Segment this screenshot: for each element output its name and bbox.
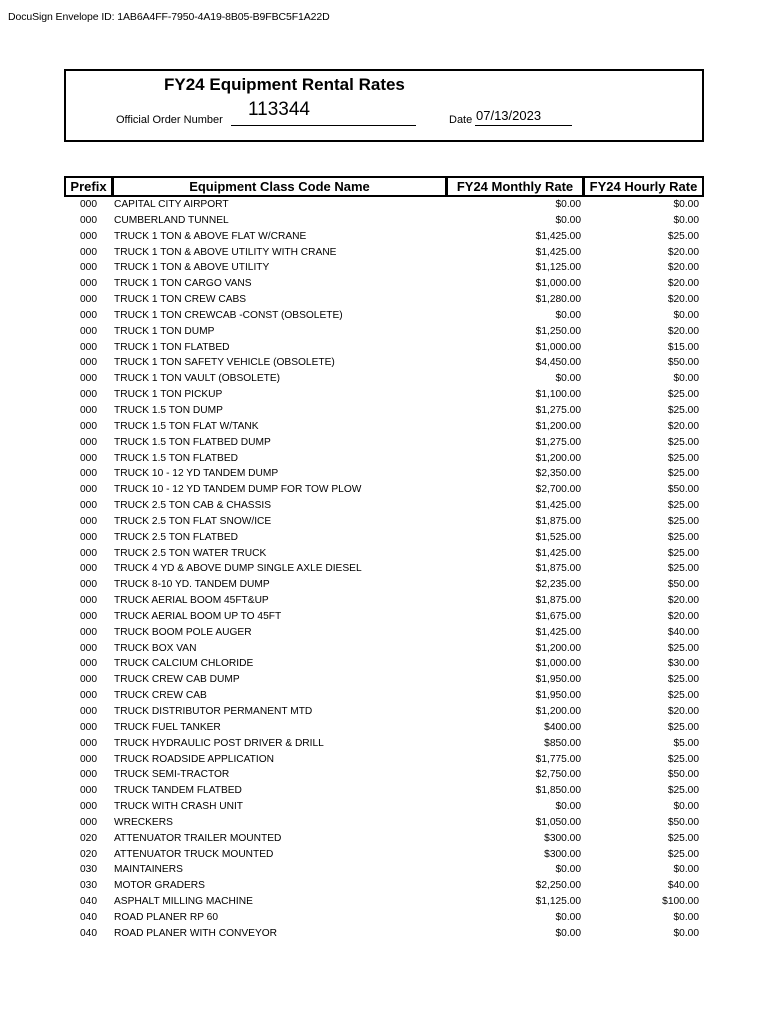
table-row	[64, 625, 704, 641]
cell-prefix: 000	[80, 341, 97, 353]
cell-hourly-rate: $25.00	[667, 436, 699, 448]
cell-prefix: 000	[80, 515, 97, 527]
cell-name: TRUCK WITH CRASH UNIT	[114, 801, 244, 813]
cell-monthly-rate: $1,280.00	[535, 294, 581, 306]
cell-hourly-rate: $20.00	[667, 262, 699, 274]
cell-monthly-rate: $1,200.00	[535, 420, 581, 432]
table-row	[64, 688, 704, 704]
cell-monthly-rate: $1,875.00	[535, 515, 581, 527]
cell-hourly-rate: $25.00	[667, 389, 699, 401]
cell-monthly-rate: $1,050.00	[535, 816, 581, 828]
cell-prefix: 000	[80, 579, 97, 591]
cell-prefix: 000	[80, 262, 97, 274]
cell-monthly-rate: $1,875.00	[535, 595, 581, 607]
cell-name: TRUCK AERIAL BOOM UP TO 45FT	[114, 610, 282, 622]
table-row	[64, 514, 704, 530]
cell-name: WRECKERS	[114, 816, 173, 828]
cell-name: TRUCK 2.5 TON WATER TRUCK	[114, 547, 267, 559]
cell-monthly-rate: $1,675.00	[535, 610, 581, 622]
table-row	[64, 530, 704, 546]
cell-name: TRUCK 1.5 TON DUMP	[114, 404, 223, 416]
table-row	[64, 561, 704, 577]
cell-name: ATTENUATOR TRUCK MOUNTED	[114, 848, 274, 860]
cell-prefix: 040	[80, 911, 97, 923]
cell-hourly-rate: $25.00	[667, 563, 699, 575]
cell-monthly-rate: $400.00	[544, 721, 581, 733]
cell-hourly-rate: $0.00	[673, 214, 699, 226]
cell-hourly-rate: $20.00	[667, 294, 699, 306]
table-row	[64, 197, 704, 213]
cell-prefix: 000	[80, 658, 97, 670]
cell-hourly-rate: $50.00	[667, 769, 699, 781]
cell-monthly-rate: $1,950.00	[535, 690, 581, 702]
cell-name: TRUCK CREW CAB DUMP	[114, 674, 240, 686]
column-header-name: Equipment Class Code Name	[112, 176, 447, 197]
table-row	[64, 878, 704, 894]
cell-monthly-rate: $0.00	[555, 309, 581, 321]
cell-hourly-rate: $25.00	[667, 515, 699, 527]
table-row	[64, 799, 704, 815]
cell-name: ROAD PLANER RP 60	[114, 911, 218, 923]
envelope-id: DocuSign Envelope ID: 1AB6A4FF-7950-4A19-8B05-B9FBC5F1A22D	[8, 11, 330, 23]
cell-monthly-rate: $1,275.00	[535, 404, 581, 416]
cell-prefix: 000	[80, 214, 97, 226]
cell-prefix: 000	[80, 452, 97, 464]
cell-monthly-rate: $0.00	[555, 801, 581, 813]
table-row	[64, 482, 704, 498]
cell-hourly-rate: $0.00	[673, 801, 699, 813]
cell-monthly-rate: $1,775.00	[535, 753, 581, 765]
cell-hourly-rate: $20.00	[667, 706, 699, 717]
cell-prefix: 040	[80, 927, 97, 939]
cell-monthly-rate: $1,425.00	[535, 230, 581, 242]
cell-prefix: 000	[80, 246, 97, 258]
cell-hourly-rate: $25.00	[667, 690, 699, 702]
cell-name: TRUCK 10 - 12 YD TANDEM DUMP FOR TOW PLOW	[114, 484, 362, 496]
cell-monthly-rate: $1,525.00	[535, 531, 581, 543]
cell-name: TRUCK FUEL TANKER	[114, 721, 221, 733]
cell-prefix: 000	[80, 531, 97, 543]
order-number-label: Official Order Number	[116, 114, 223, 126]
cell-prefix: 000	[80, 785, 97, 797]
cell-name: TRUCK 2.5 TON FLATBED	[114, 531, 238, 543]
cell-monthly-rate: $300.00	[544, 848, 581, 860]
cell-prefix: 000	[80, 801, 97, 813]
cell-name: TRUCK 8-10 YD. TANDEM DUMP	[114, 579, 270, 591]
cell-name: TRUCK 1.5 TON FLATBED DUMP	[114, 436, 271, 448]
table-row	[64, 498, 704, 514]
cell-hourly-rate: $20.00	[667, 325, 699, 337]
cell-prefix: 000	[80, 563, 97, 575]
cell-monthly-rate: $0.00	[555, 864, 581, 876]
cell-prefix: 000	[80, 294, 97, 306]
cell-monthly-rate: $0.00	[555, 927, 581, 939]
cell-name: TRUCK 2.5 TON CAB & CHASSIS	[114, 500, 272, 512]
cell-prefix: 000	[80, 357, 97, 369]
table-row	[64, 546, 704, 562]
cell-hourly-rate: $0.00	[673, 199, 699, 210]
table-row	[64, 831, 704, 847]
cell-prefix: 000	[80, 690, 97, 702]
cell-prefix: 000	[80, 404, 97, 416]
table-row	[64, 672, 704, 688]
table-row	[64, 451, 704, 467]
cell-monthly-rate: $1,125.00	[535, 262, 581, 274]
cell-prefix: 000	[80, 373, 97, 385]
cell-monthly-rate: $1,200.00	[535, 452, 581, 464]
table-row	[64, 245, 704, 261]
table-row	[64, 752, 704, 768]
cell-prefix: 000	[80, 547, 97, 559]
cell-prefix: 020	[80, 848, 97, 860]
table-row	[64, 403, 704, 419]
cell-prefix: 000	[80, 420, 97, 432]
cell-monthly-rate: $2,350.00	[535, 468, 581, 480]
table-row	[64, 213, 704, 229]
header-box	[64, 69, 704, 142]
cell-hourly-rate: $50.00	[667, 357, 699, 369]
cell-prefix: 000	[80, 230, 97, 242]
cell-name: TRUCK 1 TON FLATBED	[114, 341, 230, 353]
cell-monthly-rate: $1,200.00	[535, 642, 581, 654]
cell-prefix: 000	[80, 595, 97, 607]
table-row	[64, 609, 704, 625]
cell-monthly-rate: $1,125.00	[535, 896, 581, 908]
cell-name: TRUCK TANDEM FLATBED	[114, 785, 242, 797]
cell-hourly-rate: $15.00	[667, 341, 699, 353]
cell-monthly-rate: $1,425.00	[535, 500, 581, 512]
cell-name: TRUCK HYDRAULIC POST DRIVER & DRILL	[114, 737, 324, 749]
table-row	[64, 704, 704, 720]
cell-monthly-rate: $1,425.00	[535, 547, 581, 559]
cell-prefix: 000	[80, 737, 97, 749]
table-row	[64, 815, 704, 831]
cell-hourly-rate: $25.00	[667, 848, 699, 860]
cell-name: TRUCK 1 TON DUMP	[114, 325, 215, 337]
cell-monthly-rate: $2,700.00	[535, 484, 581, 496]
cell-monthly-rate: $850.00	[544, 737, 581, 749]
cell-name: CAPITAL CITY AIRPORT	[114, 199, 229, 210]
cell-hourly-rate: $25.00	[667, 452, 699, 464]
cell-prefix: 000	[80, 325, 97, 337]
table-row	[64, 292, 704, 308]
cell-name: TRUCK 1 TON VAULT (OBSOLETE)	[114, 373, 281, 385]
table-row	[64, 862, 704, 878]
cell-name: TRUCK BOX VAN	[114, 642, 197, 654]
cell-name: ATTENUATOR TRAILER MOUNTED	[114, 832, 282, 844]
cell-name: ASPHALT MILLING MACHINE	[114, 896, 253, 908]
cell-prefix: 000	[80, 642, 97, 654]
table-row	[64, 435, 704, 451]
date-line	[475, 125, 572, 126]
table-row	[64, 387, 704, 403]
cell-hourly-rate: $25.00	[667, 500, 699, 512]
cell-hourly-rate: $25.00	[667, 230, 699, 242]
rates-table-body	[64, 197, 704, 942]
cell-name: TRUCK 1 TON & ABOVE FLAT W/CRANE	[114, 230, 307, 242]
cell-prefix: 000	[80, 721, 97, 733]
table-row	[64, 466, 704, 482]
cell-hourly-rate: $25.00	[667, 547, 699, 559]
cell-hourly-rate: $25.00	[667, 531, 699, 543]
table-row	[64, 767, 704, 783]
cell-name: TRUCK 10 - 12 YD TANDEM DUMP	[114, 468, 279, 480]
cell-prefix: 000	[80, 626, 97, 638]
cell-name: ROAD PLANER WITH CONVEYOR	[114, 927, 278, 939]
cell-name: TRUCK ROADSIDE APPLICATION	[114, 753, 275, 765]
cell-hourly-rate: $25.00	[667, 785, 699, 797]
cell-monthly-rate: $1,000.00	[535, 341, 581, 353]
cell-prefix: 000	[80, 278, 97, 290]
date-value: 07/13/2023	[476, 108, 542, 123]
cell-hourly-rate: $25.00	[667, 642, 699, 654]
cell-monthly-rate: $1,275.00	[535, 436, 581, 448]
cell-name: TRUCK 1.5 TON FLATBED	[114, 452, 238, 464]
column-header-monthly-rate: FY24 Monthly Rate	[446, 176, 584, 197]
cell-hourly-rate: $20.00	[667, 278, 699, 290]
cell-hourly-rate: $25.00	[667, 404, 699, 416]
cell-monthly-rate: $1,100.00	[535, 389, 581, 401]
cell-hourly-rate: $0.00	[673, 373, 699, 385]
cell-monthly-rate: $0.00	[555, 911, 581, 923]
cell-name: TRUCK BOOM POLE AUGER	[114, 626, 252, 638]
cell-hourly-rate: $25.00	[667, 753, 699, 765]
order-number-value: 113344	[248, 99, 310, 120]
cell-prefix: 030	[80, 880, 97, 892]
cell-name: TRUCK 1 TON CREW CABS	[114, 294, 247, 306]
table-row	[64, 783, 704, 799]
cell-prefix: 000	[80, 674, 97, 686]
cell-prefix: 000	[80, 753, 97, 765]
cell-hourly-rate: $50.00	[667, 484, 699, 496]
page-title: FY24 Equipment Rental Rates	[164, 75, 405, 94]
cell-prefix: 000	[80, 706, 97, 717]
cell-name: TRUCK 1 TON & ABOVE UTILITY WITH CRANE	[114, 246, 337, 258]
cell-prefix: 000	[80, 484, 97, 496]
date-label: Date	[449, 114, 473, 126]
cell-monthly-rate: $4,450.00	[535, 357, 581, 369]
cell-monthly-rate: $2,235.00	[535, 579, 581, 591]
cell-monthly-rate: $1,200.00	[535, 706, 581, 717]
cell-monthly-rate: $1,950.00	[535, 674, 581, 686]
table-row	[64, 229, 704, 245]
cell-name: TRUCK 1 TON SAFETY VEHICLE (OBSOLETE)	[114, 357, 335, 369]
cell-hourly-rate: $30.00	[667, 658, 699, 670]
cell-monthly-rate: $2,750.00	[535, 769, 581, 781]
table-row	[64, 847, 704, 863]
cell-monthly-rate: $1,425.00	[535, 246, 581, 258]
cell-prefix: 020	[80, 832, 97, 844]
cell-name: MOTOR GRADERS	[114, 880, 205, 892]
cell-prefix: 000	[80, 389, 97, 401]
cell-prefix: 030	[80, 864, 97, 876]
cell-hourly-rate: $20.00	[667, 595, 699, 607]
cell-name: TRUCK 1 TON CARGO VANS	[114, 278, 252, 290]
cell-hourly-rate: $25.00	[667, 832, 699, 844]
cell-name: CUMBERLAND TUNNEL	[114, 214, 229, 226]
cell-name: TRUCK 1 TON PICKUP	[114, 389, 223, 401]
cell-prefix: 000	[80, 500, 97, 512]
cell-hourly-rate: $0.00	[673, 864, 699, 876]
cell-hourly-rate: $40.00	[667, 880, 699, 892]
cell-hourly-rate: $0.00	[673, 927, 699, 939]
table-row	[64, 720, 704, 736]
cell-hourly-rate: $50.00	[667, 816, 699, 828]
table-row	[64, 340, 704, 356]
cell-prefix: 000	[80, 199, 97, 210]
cell-monthly-rate: $1,000.00	[535, 278, 581, 290]
cell-prefix: 000	[80, 816, 97, 828]
cell-monthly-rate: $1,250.00	[535, 325, 581, 337]
cell-hourly-rate: $20.00	[667, 420, 699, 432]
cell-monthly-rate: $1,850.00	[535, 785, 581, 797]
cell-hourly-rate: $40.00	[667, 626, 699, 638]
table-row	[64, 324, 704, 340]
table-row	[64, 894, 704, 910]
cell-monthly-rate: $0.00	[555, 214, 581, 226]
cell-name: TRUCK CREW CAB	[114, 690, 207, 702]
column-header-hourly-rate: FY24 Hourly Rate	[583, 176, 704, 197]
table-row	[64, 260, 704, 276]
cell-prefix: 000	[80, 309, 97, 321]
cell-name: TRUCK 2.5 TON FLAT SNOW/ICE	[114, 515, 272, 527]
cell-hourly-rate: $20.00	[667, 610, 699, 622]
cell-monthly-rate: $2,250.00	[535, 880, 581, 892]
table-row	[64, 371, 704, 387]
cell-hourly-rate: $25.00	[667, 674, 699, 686]
cell-name: TRUCK AERIAL BOOM 45FT&UP	[114, 595, 269, 607]
order-number-line	[231, 125, 416, 126]
table-row	[64, 276, 704, 292]
table-row	[64, 641, 704, 657]
cell-monthly-rate: $1,000.00	[535, 658, 581, 670]
table-row	[64, 656, 704, 672]
cell-prefix: 040	[80, 896, 97, 908]
cell-hourly-rate: $100.00	[662, 896, 699, 908]
cell-hourly-rate: $50.00	[667, 579, 699, 591]
cell-name: MAINTAINERS	[114, 864, 183, 876]
cell-hourly-rate: $5.00	[673, 737, 699, 749]
table-row	[64, 910, 704, 926]
cell-hourly-rate: $0.00	[673, 911, 699, 923]
cell-monthly-rate: $1,425.00	[535, 626, 581, 638]
cell-hourly-rate: $25.00	[667, 468, 699, 480]
cell-name: TRUCK 1 TON & ABOVE UTILITY	[114, 262, 270, 274]
cell-name: TRUCK DISTRIBUTOR PERMANENT MTD	[114, 706, 313, 717]
cell-prefix: 000	[80, 436, 97, 448]
cell-prefix: 000	[80, 468, 97, 480]
cell-monthly-rate: $300.00	[544, 832, 581, 844]
cell-hourly-rate: $25.00	[667, 721, 699, 733]
table-row	[64, 736, 704, 752]
table-row	[64, 577, 704, 593]
table-row	[64, 355, 704, 371]
cell-hourly-rate: $0.00	[673, 309, 699, 321]
table-row	[64, 308, 704, 324]
cell-name: TRUCK CALCIUM CHLORIDE	[114, 658, 254, 670]
cell-name: TRUCK 1.5 TON FLAT W/TANK	[114, 420, 259, 432]
cell-monthly-rate: $0.00	[555, 199, 581, 210]
cell-monthly-rate: $1,875.00	[535, 563, 581, 575]
cell-name: TRUCK 4 YD & ABOVE DUMP SINGLE AXLE DIESEL	[114, 563, 362, 575]
column-header-prefix: Prefix	[64, 176, 113, 197]
table-row	[64, 926, 704, 942]
table-row	[64, 593, 704, 609]
cell-name: TRUCK SEMI-TRACTOR	[114, 769, 230, 781]
cell-name: TRUCK 1 TON CREWCAB -CONST (OBSOLETE)	[114, 309, 343, 321]
cell-hourly-rate: $20.00	[667, 246, 699, 258]
cell-prefix: 000	[80, 610, 97, 622]
cell-monthly-rate: $0.00	[555, 373, 581, 385]
table-row	[64, 419, 704, 435]
cell-prefix: 000	[80, 769, 97, 781]
